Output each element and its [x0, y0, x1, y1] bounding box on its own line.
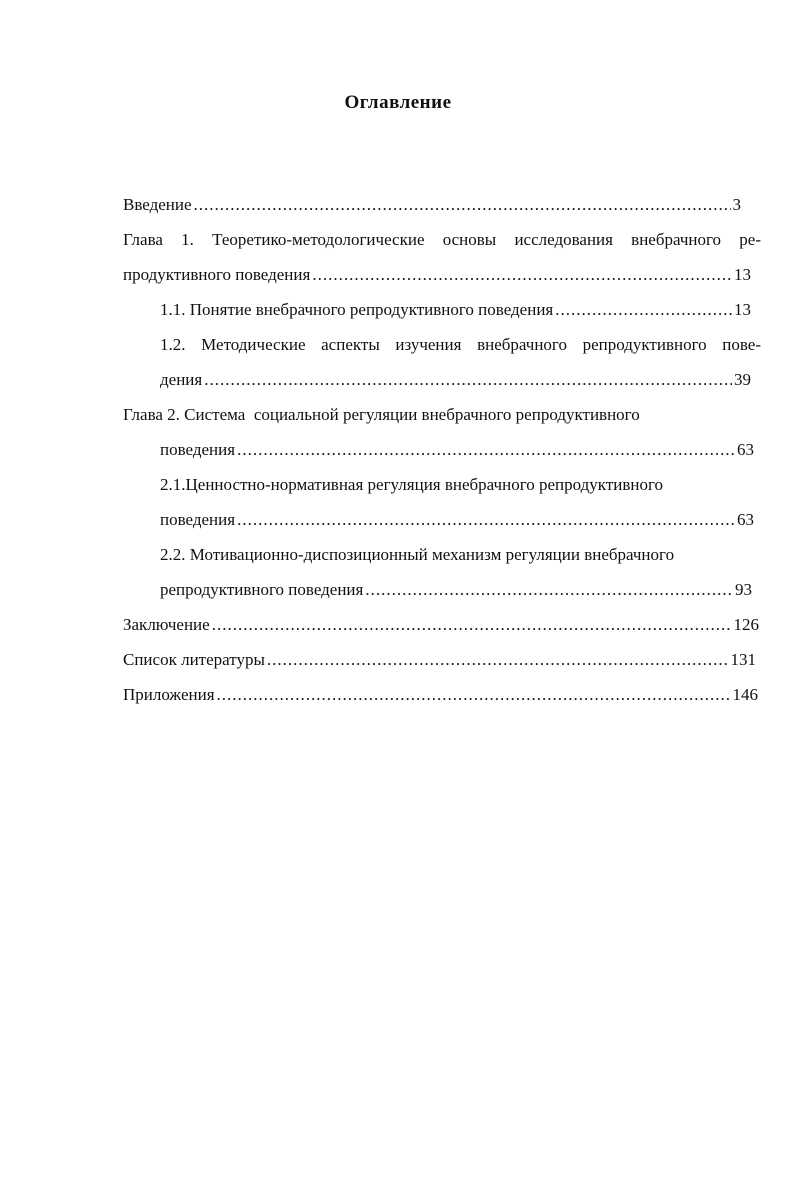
toc-entry-intro[interactable]	[123, 190, 741, 220]
dot-leader	[237, 435, 735, 465]
toc-entry-label: поведения	[160, 510, 236, 529]
toc-entry-section-1-2-cont[interactable]	[160, 365, 751, 395]
dot-leader	[267, 645, 729, 675]
toc-entry-section-1-2[interactable]	[160, 330, 761, 360]
toc-entry-references[interactable]	[123, 645, 756, 675]
toc-entry-appendices[interactable]	[123, 680, 758, 710]
toc-entry-label: дения	[160, 370, 203, 389]
toc-entry-section-1-1[interactable]	[160, 295, 751, 325]
toc-page-number: 63	[737, 510, 754, 529]
dot-leader	[365, 575, 733, 605]
toc-entry-label: Введение	[123, 195, 192, 214]
toc-entry-label: репродуктивного поведения	[160, 580, 364, 599]
toc-entry-conclusion[interactable]	[123, 610, 759, 640]
toc-entry-chapter-1[interactable]	[123, 225, 761, 255]
toc-page-number: 3	[732, 195, 741, 214]
toc-entry-label: 1.2. Методические аспекты изучения внебрачного репродуктивного пове-	[160, 335, 761, 354]
toc-entry-label: Глава 1. Теоретико-методологические основы исследования внебрачного ре-	[123, 230, 761, 249]
dot-leader	[204, 365, 732, 395]
toc-entry-label: продуктивного поведения	[123, 265, 311, 284]
toc-entry-section-2-1-cont[interactable]	[160, 505, 754, 535]
toc-entry-label: Глава 2. Система социальной регуляции внебрачного репродуктивного	[123, 405, 640, 424]
toc-entry-label: поведения	[160, 440, 236, 459]
dot-leader	[312, 260, 732, 290]
toc-entry-section-2-2-cont[interactable]	[160, 575, 752, 605]
dot-leader	[217, 680, 731, 710]
toc-entry-label: Заключение	[123, 615, 210, 634]
dot-leader	[555, 295, 732, 325]
toc-entry-chapter-2-cont[interactable]	[160, 435, 754, 465]
toc-entry-chapter-2[interactable]	[123, 400, 723, 430]
toc-page-number: 39	[734, 370, 751, 389]
toc-page-number: 93	[735, 580, 752, 599]
toc-page-number: 131	[730, 650, 756, 669]
toc-entry-label: Приложения	[123, 685, 215, 704]
toc-entry-section-2-2[interactable]	[160, 540, 740, 570]
dot-leader	[194, 190, 731, 220]
toc-page-number: 146	[732, 685, 758, 704]
toc-entry-section-2-1[interactable]	[160, 470, 730, 500]
toc-page-number: 126	[733, 615, 759, 634]
toc-entry-label: 1.1. Понятие внебрачного репродуктивного поведения	[160, 300, 554, 319]
page-title: Оглавление	[344, 92, 452, 113]
toc-entry-label: 2.1.Ценностно-нормативная регуляция внебрачного репродуктивного	[160, 475, 664, 494]
toc-page-number: 63	[737, 440, 754, 459]
toc-entry-label: 2.2. Мотивационно-диспозиционный механизм регуляции внебрачного	[160, 545, 675, 564]
toc-entry-label: Список литературы	[123, 650, 265, 669]
toc-page-number: 13	[734, 265, 751, 284]
dot-leader	[237, 505, 735, 535]
toc-entry-chapter-1-cont[interactable]	[123, 260, 751, 290]
dot-leader	[212, 610, 732, 640]
toc-page-number: 13	[734, 300, 751, 319]
